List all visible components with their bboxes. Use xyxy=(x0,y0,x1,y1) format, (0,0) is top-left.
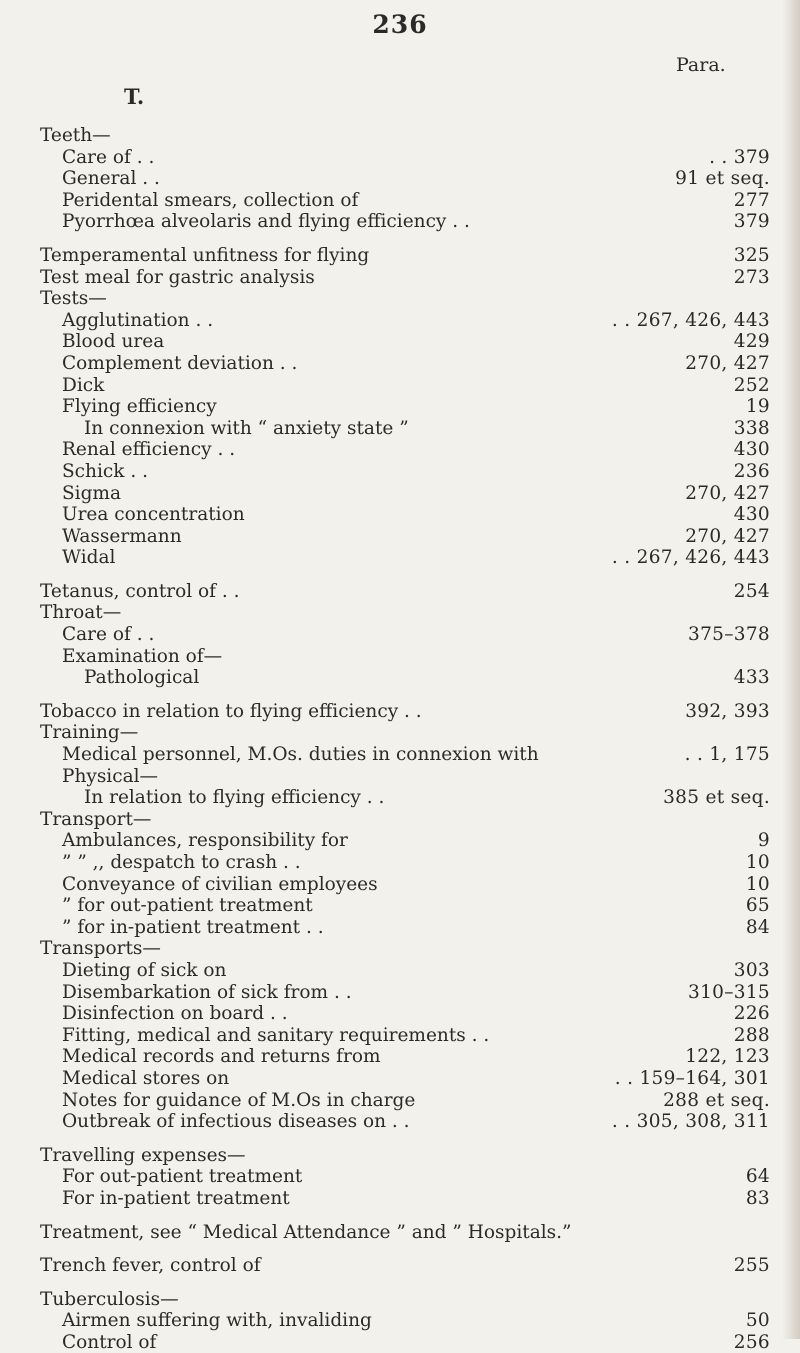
index-entry xyxy=(40,874,770,896)
entry-paragraph-ref: 270, 427 xyxy=(685,352,770,374)
entry-text: Schick . . xyxy=(62,460,148,482)
para-column-heading: Para. xyxy=(676,54,726,76)
entry-text: Temperamental unfitness for flying xyxy=(40,244,370,266)
index-entry xyxy=(40,1332,770,1353)
entry-paragraph-ref: 375–378 xyxy=(688,624,770,646)
entry-text: For out-patient treatment xyxy=(62,1166,303,1188)
entry-text: Care of . . xyxy=(62,624,155,646)
entry-text: Treatment, see “ Medical Attendance ” and ” Hospitals.” xyxy=(40,1221,572,1243)
index-entry xyxy=(40,439,770,461)
index-entry xyxy=(40,1145,770,1167)
entry-text: Renal efficiency . . xyxy=(62,439,236,461)
entry-text: ” ” ,, despatch to crash . . xyxy=(62,852,301,873)
entry-text: Blood urea xyxy=(62,331,165,353)
entry-paragraph-ref: 385 et seq. xyxy=(663,787,770,809)
index-entry xyxy=(40,895,770,917)
entry-text: Transport— xyxy=(40,808,152,830)
entry-text: Training— xyxy=(40,722,139,744)
entry-text: Complement deviation . . xyxy=(62,352,298,374)
section-letter-heading: T. xyxy=(124,84,145,109)
entry-paragraph-ref: 64 xyxy=(745,1166,770,1188)
index-entry xyxy=(40,1025,770,1047)
entry-paragraph-ref: 392, 393 xyxy=(685,700,770,722)
entry-paragraph-ref: 277 xyxy=(733,189,770,211)
entry-paragraph-ref: 91 et seq. xyxy=(675,168,770,190)
index-entry xyxy=(40,310,770,332)
index-entry xyxy=(40,211,770,233)
index-entry xyxy=(40,331,770,353)
entry-text: Transports— xyxy=(40,938,161,960)
index-entry xyxy=(40,960,770,982)
entry-text: Examination of— xyxy=(62,645,223,667)
entry-paragraph-ref: 10 xyxy=(745,852,770,873)
entry-text: Dick xyxy=(62,374,105,396)
entry-paragraph-ref: 252 xyxy=(733,374,770,396)
index-entry xyxy=(40,267,770,289)
index-entry xyxy=(40,1188,770,1210)
entry-text: Conveyance of civilian employees xyxy=(62,873,378,895)
entry-text: General . . xyxy=(62,168,160,190)
entry-text: Ambulances, responsibility for xyxy=(62,830,348,852)
entry-text: Widal xyxy=(62,547,116,569)
index-entry xyxy=(40,288,770,310)
entry-paragraph-ref: 122, 123 xyxy=(685,1046,770,1068)
index-entry xyxy=(40,830,770,852)
entry-paragraph-ref: 288 xyxy=(733,1024,770,1046)
index-entry xyxy=(40,701,770,723)
index-entry xyxy=(40,938,770,960)
index-entry xyxy=(40,722,770,744)
entry-text: Medical stores on xyxy=(62,1067,230,1089)
entry-paragraph-ref: . . 267, 426, 443 xyxy=(611,547,770,569)
entry-text: Agglutination . . xyxy=(62,309,214,331)
entry-text: Notes for guidance of M.Os in charge xyxy=(62,1089,416,1111)
entry-text: Tetanus, control of . . xyxy=(40,580,240,602)
entry-paragraph-ref: 270, 427 xyxy=(685,482,770,504)
index-entry xyxy=(40,602,770,624)
index-entry xyxy=(40,1068,770,1090)
entry-text: Peridental smears, collection of xyxy=(62,189,359,211)
index-entry xyxy=(40,1046,770,1068)
entry-text: Pathological xyxy=(84,667,200,689)
entry-text: Fitting, medical and sanitary requirements . . xyxy=(62,1024,490,1046)
entry-text: Wassermann xyxy=(62,525,182,547)
index-entry xyxy=(40,787,770,809)
entry-text: Tuberculosis— xyxy=(40,1288,179,1310)
entry-text: Travelling expenses— xyxy=(40,1144,246,1166)
index-entry xyxy=(40,744,770,766)
index-entry xyxy=(40,245,770,267)
entry-paragraph-ref: 433 xyxy=(733,667,770,689)
index-entry xyxy=(40,982,770,1004)
entry-text: Disinfection on board . . xyxy=(62,1003,288,1025)
entry-paragraph-ref: 310–315 xyxy=(688,981,770,1003)
index-entry xyxy=(40,1166,770,1188)
entry-paragraph-ref: 379 xyxy=(733,211,770,233)
entry-paragraph-ref: . . 1, 175 xyxy=(684,744,770,766)
entry-text: Pyorrhœa alveolaris and flying efficiency . . xyxy=(62,211,470,233)
entry-paragraph-ref: . . 305, 308, 311 xyxy=(611,1111,770,1133)
index-entry xyxy=(40,1111,770,1133)
entry-paragraph-ref: 288 et seq. xyxy=(663,1089,770,1111)
entry-paragraph-ref: . . 159–164, 301 xyxy=(614,1067,770,1089)
entry-text: Control of xyxy=(62,1331,157,1353)
entry-text: Teeth— xyxy=(40,125,111,146)
index-entry xyxy=(40,852,770,874)
index-entry xyxy=(40,667,770,689)
entry-text: ” for out-patient treatment xyxy=(62,895,313,917)
entry-text: ” for in-patient treatment . . xyxy=(62,916,324,938)
index-entry xyxy=(40,1222,770,1244)
entry-text: Tobacco in relation to flying efficiency . . xyxy=(40,700,422,722)
entry-paragraph-ref: 254 xyxy=(733,580,770,602)
index-entry xyxy=(40,1289,770,1311)
entry-paragraph-ref: . . 379 xyxy=(709,146,770,168)
entry-text: Urea concentration xyxy=(62,504,245,526)
entry-text: Outbreak of infectious diseases on . . xyxy=(62,1111,410,1133)
entry-paragraph-ref: 270, 427 xyxy=(685,525,770,547)
index-list xyxy=(40,125,770,1353)
entry-paragraph-ref: 430 xyxy=(733,439,770,461)
entry-paragraph-ref: 10 xyxy=(745,873,770,895)
entry-paragraph-ref: 325 xyxy=(733,244,770,266)
index-entry xyxy=(40,624,770,646)
entry-paragraph-ref: 430 xyxy=(733,504,770,526)
entry-paragraph-ref: 256 xyxy=(733,1331,770,1353)
entry-paragraph-ref: 83 xyxy=(745,1187,770,1209)
entry-paragraph-ref: . . 267, 426, 443 xyxy=(611,309,770,331)
entry-text: Care of . . xyxy=(62,146,155,168)
entry-paragraph-ref: 236 xyxy=(733,460,770,482)
entry-text: In relation to flying efficiency . . xyxy=(84,787,385,809)
index-entry xyxy=(40,396,770,418)
index-entry xyxy=(40,809,770,831)
entry-text: Medical personnel, M.Os. duties in connexion with xyxy=(62,744,539,766)
entry-text: Physical— xyxy=(62,765,159,787)
entry-paragraph-ref: 303 xyxy=(733,959,770,981)
entry-paragraph-ref: 226 xyxy=(733,1003,770,1025)
entry-paragraph-ref: 50 xyxy=(745,1310,770,1332)
index-entry xyxy=(40,147,770,169)
entry-paragraph-ref: 273 xyxy=(733,266,770,288)
entry-text: For in-patient treatment xyxy=(62,1187,290,1209)
index-entry xyxy=(40,1090,770,1112)
index-entry xyxy=(40,190,770,212)
index-entry xyxy=(40,375,770,397)
entry-paragraph-ref: 84 xyxy=(745,916,770,938)
entry-text: Throat— xyxy=(40,602,122,624)
entry-paragraph-ref: 429 xyxy=(733,331,770,353)
entry-paragraph-ref: 338 xyxy=(733,417,770,439)
entry-text: Sigma xyxy=(62,482,122,504)
entry-text: Airmen suffering with, invaliding xyxy=(62,1310,372,1332)
entry-text: Test meal for gastric analysis xyxy=(40,266,315,288)
entry-text: In connexion with “ anxiety state ” xyxy=(84,417,409,439)
index-entry xyxy=(40,526,770,548)
index-entry xyxy=(40,1255,770,1277)
index-entry xyxy=(40,646,770,668)
page-edge-shadow xyxy=(782,0,800,1339)
entry-text: Trench fever, control of xyxy=(40,1255,261,1277)
index-entry xyxy=(40,581,770,603)
index-entry xyxy=(40,168,770,190)
index-entry xyxy=(40,917,770,939)
index-entry xyxy=(40,547,770,569)
entry-paragraph-ref: 19 xyxy=(745,396,770,418)
index-entry xyxy=(40,483,770,505)
entry-text: Medical records and returns from xyxy=(62,1046,381,1068)
index-entry xyxy=(40,353,770,375)
entry-text: Dieting of sick on xyxy=(62,959,227,981)
entry-text: Tests— xyxy=(40,288,107,310)
page-number: 236 xyxy=(372,10,428,39)
index-entry xyxy=(40,1003,770,1025)
index-entry xyxy=(40,125,770,147)
entry-text: Flying efficiency xyxy=(62,396,217,418)
index-entry xyxy=(40,418,770,440)
entry-paragraph-ref: 9 xyxy=(757,830,770,852)
index-entry xyxy=(40,766,770,788)
entry-text: Disembarkation of sick from . . xyxy=(62,981,352,1003)
entry-paragraph-ref: 65 xyxy=(745,895,770,917)
index-entry xyxy=(40,461,770,483)
entry-paragraph-ref: 255 xyxy=(733,1255,770,1277)
index-entry xyxy=(40,1310,770,1332)
index-entry xyxy=(40,504,770,526)
